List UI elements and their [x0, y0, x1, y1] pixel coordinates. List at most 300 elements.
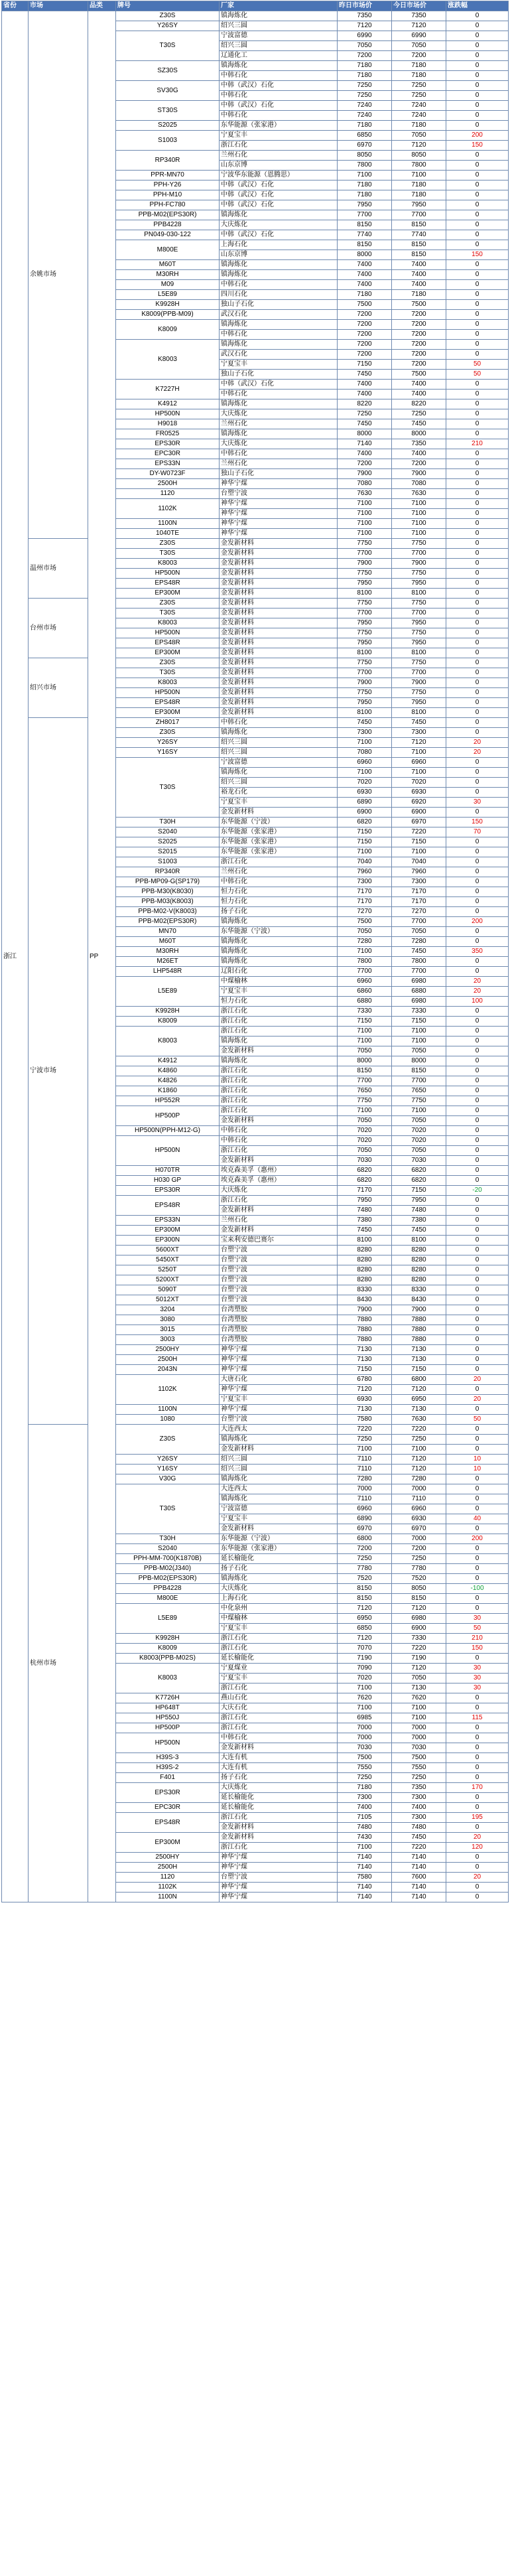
- today-price-cell: 7620: [392, 1693, 446, 1703]
- change-cell: 0: [446, 1893, 509, 1902]
- change-cell: 0: [446, 1574, 509, 1584]
- manufacturer-cell: 东华能源（张家港）: [220, 827, 338, 837]
- brand-cell: T30H: [116, 1534, 220, 1544]
- change-cell: 0: [446, 1385, 509, 1395]
- manufacturer-cell: 镇海炼化: [220, 1574, 338, 1584]
- today-price-cell: 7350: [392, 11, 446, 21]
- yesterday-price-cell: 7050: [338, 1146, 392, 1156]
- today-price-cell: 7700: [392, 608, 446, 618]
- today-price-cell: 7250: [392, 1773, 446, 1783]
- brand-cell: 1080: [116, 1415, 220, 1425]
- manufacturer-cell: 台湾塑胶: [220, 1335, 338, 1345]
- manufacturer-cell: 中韩石化: [220, 1733, 338, 1743]
- today-price-cell: 6980: [392, 997, 446, 1007]
- manufacturer-cell: 浙江石化: [220, 1683, 338, 1693]
- today-price-cell: 7020: [392, 1126, 446, 1136]
- manufacturer-cell: 东华能源（宁波）: [220, 927, 338, 937]
- change-cell: 0: [446, 340, 509, 350]
- manufacturer-cell: 镇海炼化: [220, 210, 338, 220]
- change-cell: 0: [446, 51, 509, 61]
- today-price-cell: 7220: [392, 827, 446, 837]
- yesterday-price-cell: 7170: [338, 887, 392, 897]
- header-today-price: 今日市场价: [392, 1, 446, 11]
- change-cell: 0: [446, 519, 509, 529]
- yesterday-price-cell: 7105: [338, 1813, 392, 1823]
- change-cell: 0: [446, 1126, 509, 1136]
- manufacturer-cell: 绍兴三圆: [220, 748, 338, 758]
- today-price-cell: 6970: [392, 818, 446, 827]
- yesterday-price-cell: 7120: [338, 1385, 392, 1395]
- today-price-cell: 7500: [392, 370, 446, 380]
- change-cell: 0: [446, 1066, 509, 1076]
- today-price-cell: 7130: [392, 1345, 446, 1355]
- brand-cell: PPB-M03(K8003): [116, 897, 220, 907]
- change-cell: 0: [446, 190, 509, 200]
- today-price-cell: 7130: [392, 1405, 446, 1415]
- brand-cell: M800E: [116, 240, 220, 260]
- change-cell: 0: [446, 380, 509, 390]
- change-cell: 0: [446, 1295, 509, 1305]
- brand-cell: EPS48R: [116, 1813, 220, 1833]
- brand-cell: M30RH: [116, 270, 220, 280]
- yesterday-price-cell: 7020: [338, 1136, 392, 1146]
- yesterday-price-cell: 7100: [338, 847, 392, 857]
- change-cell: 20: [446, 1833, 509, 1843]
- yesterday-price-cell: 7880: [338, 1335, 392, 1345]
- change-cell: 0: [446, 180, 509, 190]
- today-price-cell: 7280: [392, 1474, 446, 1484]
- manufacturer-cell: 绍兴三圆: [220, 778, 338, 788]
- today-price-cell: 7880: [392, 1315, 446, 1325]
- manufacturer-cell: 神华宁煤: [220, 1863, 338, 1873]
- yesterday-price-cell: 7300: [338, 1793, 392, 1803]
- manufacturer-cell: 宁夏宝丰: [220, 1674, 338, 1683]
- change-cell: 0: [446, 1823, 509, 1833]
- yesterday-price-cell: 7880: [338, 1315, 392, 1325]
- yesterday-price-cell: 7140: [338, 1863, 392, 1873]
- today-price-cell: 7400: [392, 390, 446, 399]
- manufacturer-cell: 浙江石化: [220, 857, 338, 867]
- yesterday-price-cell: 7480: [338, 1823, 392, 1833]
- manufacturer-cell: 镇海炼化: [220, 728, 338, 738]
- change-cell: 0: [446, 698, 509, 708]
- today-price-cell: 7100: [392, 1037, 446, 1046]
- yesterday-price-cell: 7140: [338, 1883, 392, 1893]
- manufacturer-cell: 台塑宁波: [220, 1275, 338, 1285]
- today-price-cell: 7150: [392, 1365, 446, 1375]
- today-price-cell: 7050: [392, 41, 446, 51]
- brand-cell: SV30G: [116, 81, 220, 101]
- manufacturer-cell: 宁夏宝丰: [220, 1514, 338, 1524]
- brand-cell: T30S: [116, 758, 220, 818]
- brand-cell: K8009: [116, 1644, 220, 1654]
- yesterday-price-cell: 6820: [338, 1166, 392, 1176]
- change-cell: 0: [446, 897, 509, 907]
- manufacturer-cell: 宁夏宝丰: [220, 798, 338, 808]
- today-price-cell: 6960: [392, 1504, 446, 1514]
- change-cell: 0: [446, 1216, 509, 1226]
- today-price-cell: 6820: [392, 1176, 446, 1186]
- manufacturer-cell: 中韩石化: [220, 718, 338, 728]
- brand-cell: S2040: [116, 1544, 220, 1554]
- yesterday-price-cell: 7100: [338, 509, 392, 519]
- yesterday-price-cell: 7300: [338, 728, 392, 738]
- manufacturer-cell: 浙江石化: [220, 1813, 338, 1823]
- yesterday-price-cell: 6960: [338, 977, 392, 987]
- brand-cell: K8003: [116, 1664, 220, 1693]
- change-cell: 0: [446, 1027, 509, 1037]
- today-price-cell: 7300: [392, 1793, 446, 1803]
- brand-cell: EP300M: [116, 708, 220, 718]
- brand-cell: EP300M: [116, 1226, 220, 1236]
- brand-cell: 3204: [116, 1305, 220, 1315]
- today-price-cell: 7880: [392, 1335, 446, 1345]
- today-price-cell: 7700: [392, 1076, 446, 1086]
- manufacturer-cell: 兰州石化: [220, 419, 338, 429]
- change-cell: 0: [446, 569, 509, 579]
- brand-cell: PPB-M02(J340): [116, 1564, 220, 1574]
- today-price-cell: 6920: [392, 798, 446, 808]
- change-cell: 0: [446, 1116, 509, 1126]
- change-cell: 10: [446, 1465, 509, 1474]
- yesterday-price-cell: 7140: [338, 1853, 392, 1863]
- today-price-cell: 7120: [392, 738, 446, 748]
- yesterday-price-cell: 7900: [338, 1305, 392, 1315]
- today-price-cell: 7500: [392, 300, 446, 310]
- yesterday-price-cell: 7140: [338, 439, 392, 449]
- yesterday-price-cell: 7020: [338, 1126, 392, 1136]
- today-price-cell: 7100: [392, 1027, 446, 1037]
- change-cell: 0: [446, 469, 509, 479]
- manufacturer-cell: 神华宁煤: [220, 1345, 338, 1355]
- change-cell: 0: [446, 728, 509, 738]
- change-cell: 70: [446, 827, 509, 837]
- yesterday-price-cell: 7950: [338, 579, 392, 589]
- change-cell: 0: [446, 280, 509, 290]
- today-price-cell: 7130: [392, 1683, 446, 1693]
- brand-cell: EPC30R: [116, 449, 220, 459]
- yesterday-price-cell: 6960: [338, 1504, 392, 1514]
- change-cell: 0: [446, 1086, 509, 1096]
- manufacturer-cell: 宁夏宝丰: [220, 987, 338, 997]
- change-cell: 20: [446, 977, 509, 987]
- yesterday-price-cell: 7750: [338, 628, 392, 638]
- yesterday-price-cell: 7400: [338, 260, 392, 270]
- change-cell: 0: [446, 1654, 509, 1664]
- manufacturer-cell: 台湾塑胶: [220, 1305, 338, 1315]
- brand-cell: HP500N: [116, 409, 220, 419]
- today-price-cell: 7100: [392, 1713, 446, 1723]
- change-cell: 20: [446, 738, 509, 748]
- change-cell: 210: [446, 439, 509, 449]
- today-price-cell: 7120: [392, 1604, 446, 1614]
- yesterday-price-cell: 7250: [338, 81, 392, 91]
- yesterday-price-cell: 7190: [338, 1654, 392, 1664]
- yesterday-price-cell: 7090: [338, 1664, 392, 1674]
- price-table: [1, 1, 509, 1902]
- today-price-cell: 7030: [392, 1743, 446, 1753]
- change-cell: 0: [446, 1206, 509, 1216]
- change-cell: 30: [446, 798, 509, 808]
- brand-cell: PPH-Y26: [116, 180, 220, 190]
- manufacturer-cell: 金发新材料: [220, 808, 338, 818]
- manufacturer-cell: 山东京博: [220, 250, 338, 260]
- yesterday-price-cell: 7140: [338, 1893, 392, 1902]
- change-cell: 0: [446, 1365, 509, 1375]
- yesterday-price-cell: 7350: [338, 11, 392, 21]
- today-price-cell: 7100: [392, 748, 446, 758]
- today-price-cell: 7250: [392, 81, 446, 91]
- yesterday-price-cell: 7750: [338, 688, 392, 698]
- today-price-cell: 8100: [392, 648, 446, 658]
- yesterday-price-cell: 7150: [338, 1365, 392, 1375]
- today-price-cell: 8280: [392, 1255, 446, 1265]
- change-cell: 0: [446, 300, 509, 310]
- brand-cell: K8009(PPB-M09): [116, 310, 220, 320]
- change-cell: 0: [446, 390, 509, 399]
- today-price-cell: 7030: [392, 1156, 446, 1166]
- today-price-cell: 7700: [392, 210, 446, 220]
- today-price-cell: 7700: [392, 549, 446, 559]
- market-cell: 余姚市场: [29, 11, 88, 539]
- change-cell: 0: [446, 1544, 509, 1554]
- today-price-cell: 7120: [392, 1465, 446, 1474]
- change-cell: 0: [446, 489, 509, 499]
- brand-cell: ST30S: [116, 101, 220, 121]
- change-cell: 0: [446, 320, 509, 330]
- yesterday-price-cell: 7430: [338, 1833, 392, 1843]
- today-price-cell: 8000: [392, 429, 446, 439]
- change-cell: 30: [446, 1664, 509, 1674]
- today-price-cell: 6990: [392, 31, 446, 41]
- manufacturer-cell: 中韩石化: [220, 91, 338, 101]
- today-price-cell: 6900: [392, 1624, 446, 1634]
- today-price-cell: 7950: [392, 618, 446, 628]
- yesterday-price-cell: 6930: [338, 788, 392, 798]
- manufacturer-cell: 大庆炼化: [220, 1584, 338, 1594]
- yesterday-price-cell: 7150: [338, 827, 392, 837]
- change-cell: 0: [446, 529, 509, 539]
- yesterday-price-cell: 7100: [338, 768, 392, 778]
- yesterday-price-cell: 6985: [338, 1713, 392, 1723]
- brand-cell: LHP548R: [116, 967, 220, 977]
- today-price-cell: 8050: [392, 151, 446, 161]
- yesterday-price-cell: 7100: [338, 499, 392, 509]
- manufacturer-cell: 延长榆能化: [220, 1554, 338, 1564]
- change-cell: 0: [446, 1763, 509, 1773]
- brand-cell: Y16SY: [116, 1465, 220, 1474]
- yesterday-price-cell: 7070: [338, 1644, 392, 1654]
- yesterday-price-cell: 8100: [338, 708, 392, 718]
- brand-cell: EPS48R: [116, 1196, 220, 1216]
- yesterday-price-cell: 7750: [338, 1096, 392, 1106]
- change-cell: 0: [446, 847, 509, 857]
- manufacturer-cell: 金发新材料: [220, 698, 338, 708]
- manufacturer-cell: 辽阳石化: [220, 967, 338, 977]
- market-cell: 台州市场: [29, 599, 88, 658]
- manufacturer-cell: 上海石化: [220, 1594, 338, 1604]
- today-price-cell: 7800: [392, 161, 446, 171]
- header-province: 省份: [2, 1, 29, 11]
- brand-cell: 3015: [116, 1325, 220, 1335]
- header-yesterday-price: 昨日市场价: [338, 1, 392, 11]
- manufacturer-cell: 中韩（武汉）石化: [220, 180, 338, 190]
- change-cell: 0: [446, 1246, 509, 1255]
- change-cell: 0: [446, 599, 509, 608]
- yesterday-price-cell: 6820: [338, 1176, 392, 1186]
- yesterday-price-cell: 7280: [338, 937, 392, 947]
- brand-cell: 5600XT: [116, 1246, 220, 1255]
- yesterday-price-cell: 7900: [338, 469, 392, 479]
- brand-cell: DY-W0723F: [116, 469, 220, 479]
- brand-cell: ZH8017: [116, 718, 220, 728]
- yesterday-price-cell: 6990: [338, 31, 392, 41]
- change-cell: 0: [446, 310, 509, 320]
- manufacturer-cell: 神华宁煤: [220, 509, 338, 519]
- yesterday-price-cell: 8100: [338, 1236, 392, 1246]
- brand-cell: L5E89: [116, 1604, 220, 1634]
- manufacturer-cell: 绍兴三圆: [220, 1455, 338, 1465]
- brand-cell: K1860: [116, 1086, 220, 1096]
- change-cell: 120: [446, 1843, 509, 1853]
- change-cell: 0: [446, 1355, 509, 1365]
- yesterday-price-cell: 7750: [338, 658, 392, 668]
- change-cell: 0: [446, 1733, 509, 1743]
- change-cell: 0: [446, 81, 509, 91]
- brand-cell: M26ET: [116, 957, 220, 967]
- brand-cell: EPC30R: [116, 1803, 220, 1813]
- today-price-cell: 7020: [392, 1136, 446, 1146]
- brand-cell: T30S: [116, 668, 220, 678]
- manufacturer-cell: 镇海炼化: [220, 399, 338, 409]
- manufacturer-cell: 大庆炼化: [220, 220, 338, 230]
- brand-cell: EP300M: [116, 1833, 220, 1853]
- change-cell: 0: [446, 907, 509, 917]
- today-price-cell: 7450: [392, 419, 446, 429]
- yesterday-price-cell: 7700: [338, 608, 392, 618]
- today-price-cell: 7750: [392, 569, 446, 579]
- manufacturer-cell: 宁夏宝丰: [220, 131, 338, 141]
- brand-cell: K8003: [116, 678, 220, 688]
- yesterday-price-cell: 7580: [338, 1873, 392, 1883]
- yesterday-price-cell: 7200: [338, 1544, 392, 1554]
- manufacturer-cell: 延长榆能化: [220, 1803, 338, 1813]
- change-cell: 0: [446, 1445, 509, 1455]
- brand-cell: F401: [116, 1773, 220, 1783]
- manufacturer-cell: 神华宁煤: [220, 1853, 338, 1863]
- today-price-cell: 7950: [392, 1196, 446, 1206]
- yesterday-price-cell: 7180: [338, 1783, 392, 1793]
- change-cell: 0: [446, 1504, 509, 1514]
- yesterday-price-cell: 7100: [338, 738, 392, 748]
- manufacturer-cell: 金发新材料: [220, 1206, 338, 1216]
- yesterday-price-cell: 7250: [338, 1773, 392, 1783]
- manufacturer-cell: 中煤榆林: [220, 1614, 338, 1624]
- yesterday-price-cell: 7240: [338, 111, 392, 121]
- change-cell: 0: [446, 1335, 509, 1345]
- change-cell: 200: [446, 1534, 509, 1544]
- manufacturer-cell: 镇海炼化: [220, 260, 338, 270]
- brand-cell: K7726H: [116, 1693, 220, 1703]
- yesterday-price-cell: 7100: [338, 529, 392, 539]
- brand-cell: T30S: [116, 549, 220, 559]
- brand-cell: RP340R: [116, 151, 220, 171]
- today-price-cell: 7200: [392, 1544, 446, 1554]
- manufacturer-cell: 中煤榆林: [220, 977, 338, 987]
- brand-cell: 3080: [116, 1315, 220, 1325]
- change-cell: 100: [446, 997, 509, 1007]
- yesterday-price-cell: 7180: [338, 71, 392, 81]
- today-price-cell: 8150: [392, 250, 446, 260]
- header-brand: 牌号: [116, 1, 220, 11]
- yesterday-price-cell: 7180: [338, 290, 392, 300]
- today-price-cell: 7100: [392, 529, 446, 539]
- brand-cell: HP500N: [116, 569, 220, 579]
- change-cell: 0: [446, 111, 509, 121]
- header-manufacturer: 厂家: [220, 1, 338, 11]
- brand-cell: EPS33N: [116, 1216, 220, 1226]
- change-cell: 0: [446, 260, 509, 270]
- change-cell: -100: [446, 1584, 509, 1594]
- today-price-cell: 7100: [392, 519, 446, 529]
- yesterday-price-cell: 7480: [338, 1206, 392, 1216]
- manufacturer-cell: 镇海炼化: [220, 947, 338, 957]
- today-price-cell: 8100: [392, 589, 446, 599]
- change-cell: 0: [446, 1484, 509, 1494]
- change-cell: 0: [446, 1723, 509, 1733]
- today-price-cell: 7250: [392, 1435, 446, 1445]
- brand-cell: S2025: [116, 121, 220, 131]
- yesterday-price-cell: 7220: [338, 1425, 392, 1435]
- yesterday-price-cell: 7700: [338, 967, 392, 977]
- change-cell: 50: [446, 1624, 509, 1634]
- yesterday-price-cell: 7050: [338, 41, 392, 51]
- change-cell: 195: [446, 1813, 509, 1823]
- brand-cell: K8003(PPB-M02S): [116, 1654, 220, 1664]
- yesterday-price-cell: 8280: [338, 1255, 392, 1265]
- yesterday-price-cell: 7150: [338, 837, 392, 847]
- manufacturer-cell: 金发新材料: [220, 638, 338, 648]
- change-cell: 0: [446, 1405, 509, 1415]
- today-price-cell: 7400: [392, 1803, 446, 1813]
- brand-cell: PPB4228: [116, 220, 220, 230]
- change-cell: 0: [446, 887, 509, 897]
- change-cell: 0: [446, 808, 509, 818]
- today-price-cell: 7140: [392, 1893, 446, 1902]
- yesterday-price-cell: 7400: [338, 1803, 392, 1813]
- today-price-cell: 7000: [392, 1723, 446, 1733]
- manufacturer-cell: 恒力石化: [220, 997, 338, 1007]
- yesterday-price-cell: 7620: [338, 1693, 392, 1703]
- brand-cell: Z30S: [116, 728, 220, 738]
- today-price-cell: 7750: [392, 539, 446, 549]
- brand-cell: K8003: [116, 618, 220, 628]
- yesterday-price-cell: 7100: [338, 1843, 392, 1853]
- manufacturer-cell: 宁波富德: [220, 1504, 338, 1514]
- yesterday-price-cell: 8220: [338, 399, 392, 409]
- brand-cell: K9928H: [116, 1007, 220, 1017]
- today-price-cell: 7040: [392, 857, 446, 867]
- yesterday-price-cell: 7950: [338, 698, 392, 708]
- today-price-cell: 8280: [392, 1265, 446, 1275]
- manufacturer-cell: 金发新材料: [220, 589, 338, 599]
- brand-cell: M09: [116, 280, 220, 290]
- today-price-cell: 7170: [392, 897, 446, 907]
- manufacturer-cell: 镇海炼化: [220, 1435, 338, 1445]
- change-cell: 0: [446, 409, 509, 419]
- change-cell: 200: [446, 131, 509, 141]
- brand-cell: Z30S: [116, 539, 220, 549]
